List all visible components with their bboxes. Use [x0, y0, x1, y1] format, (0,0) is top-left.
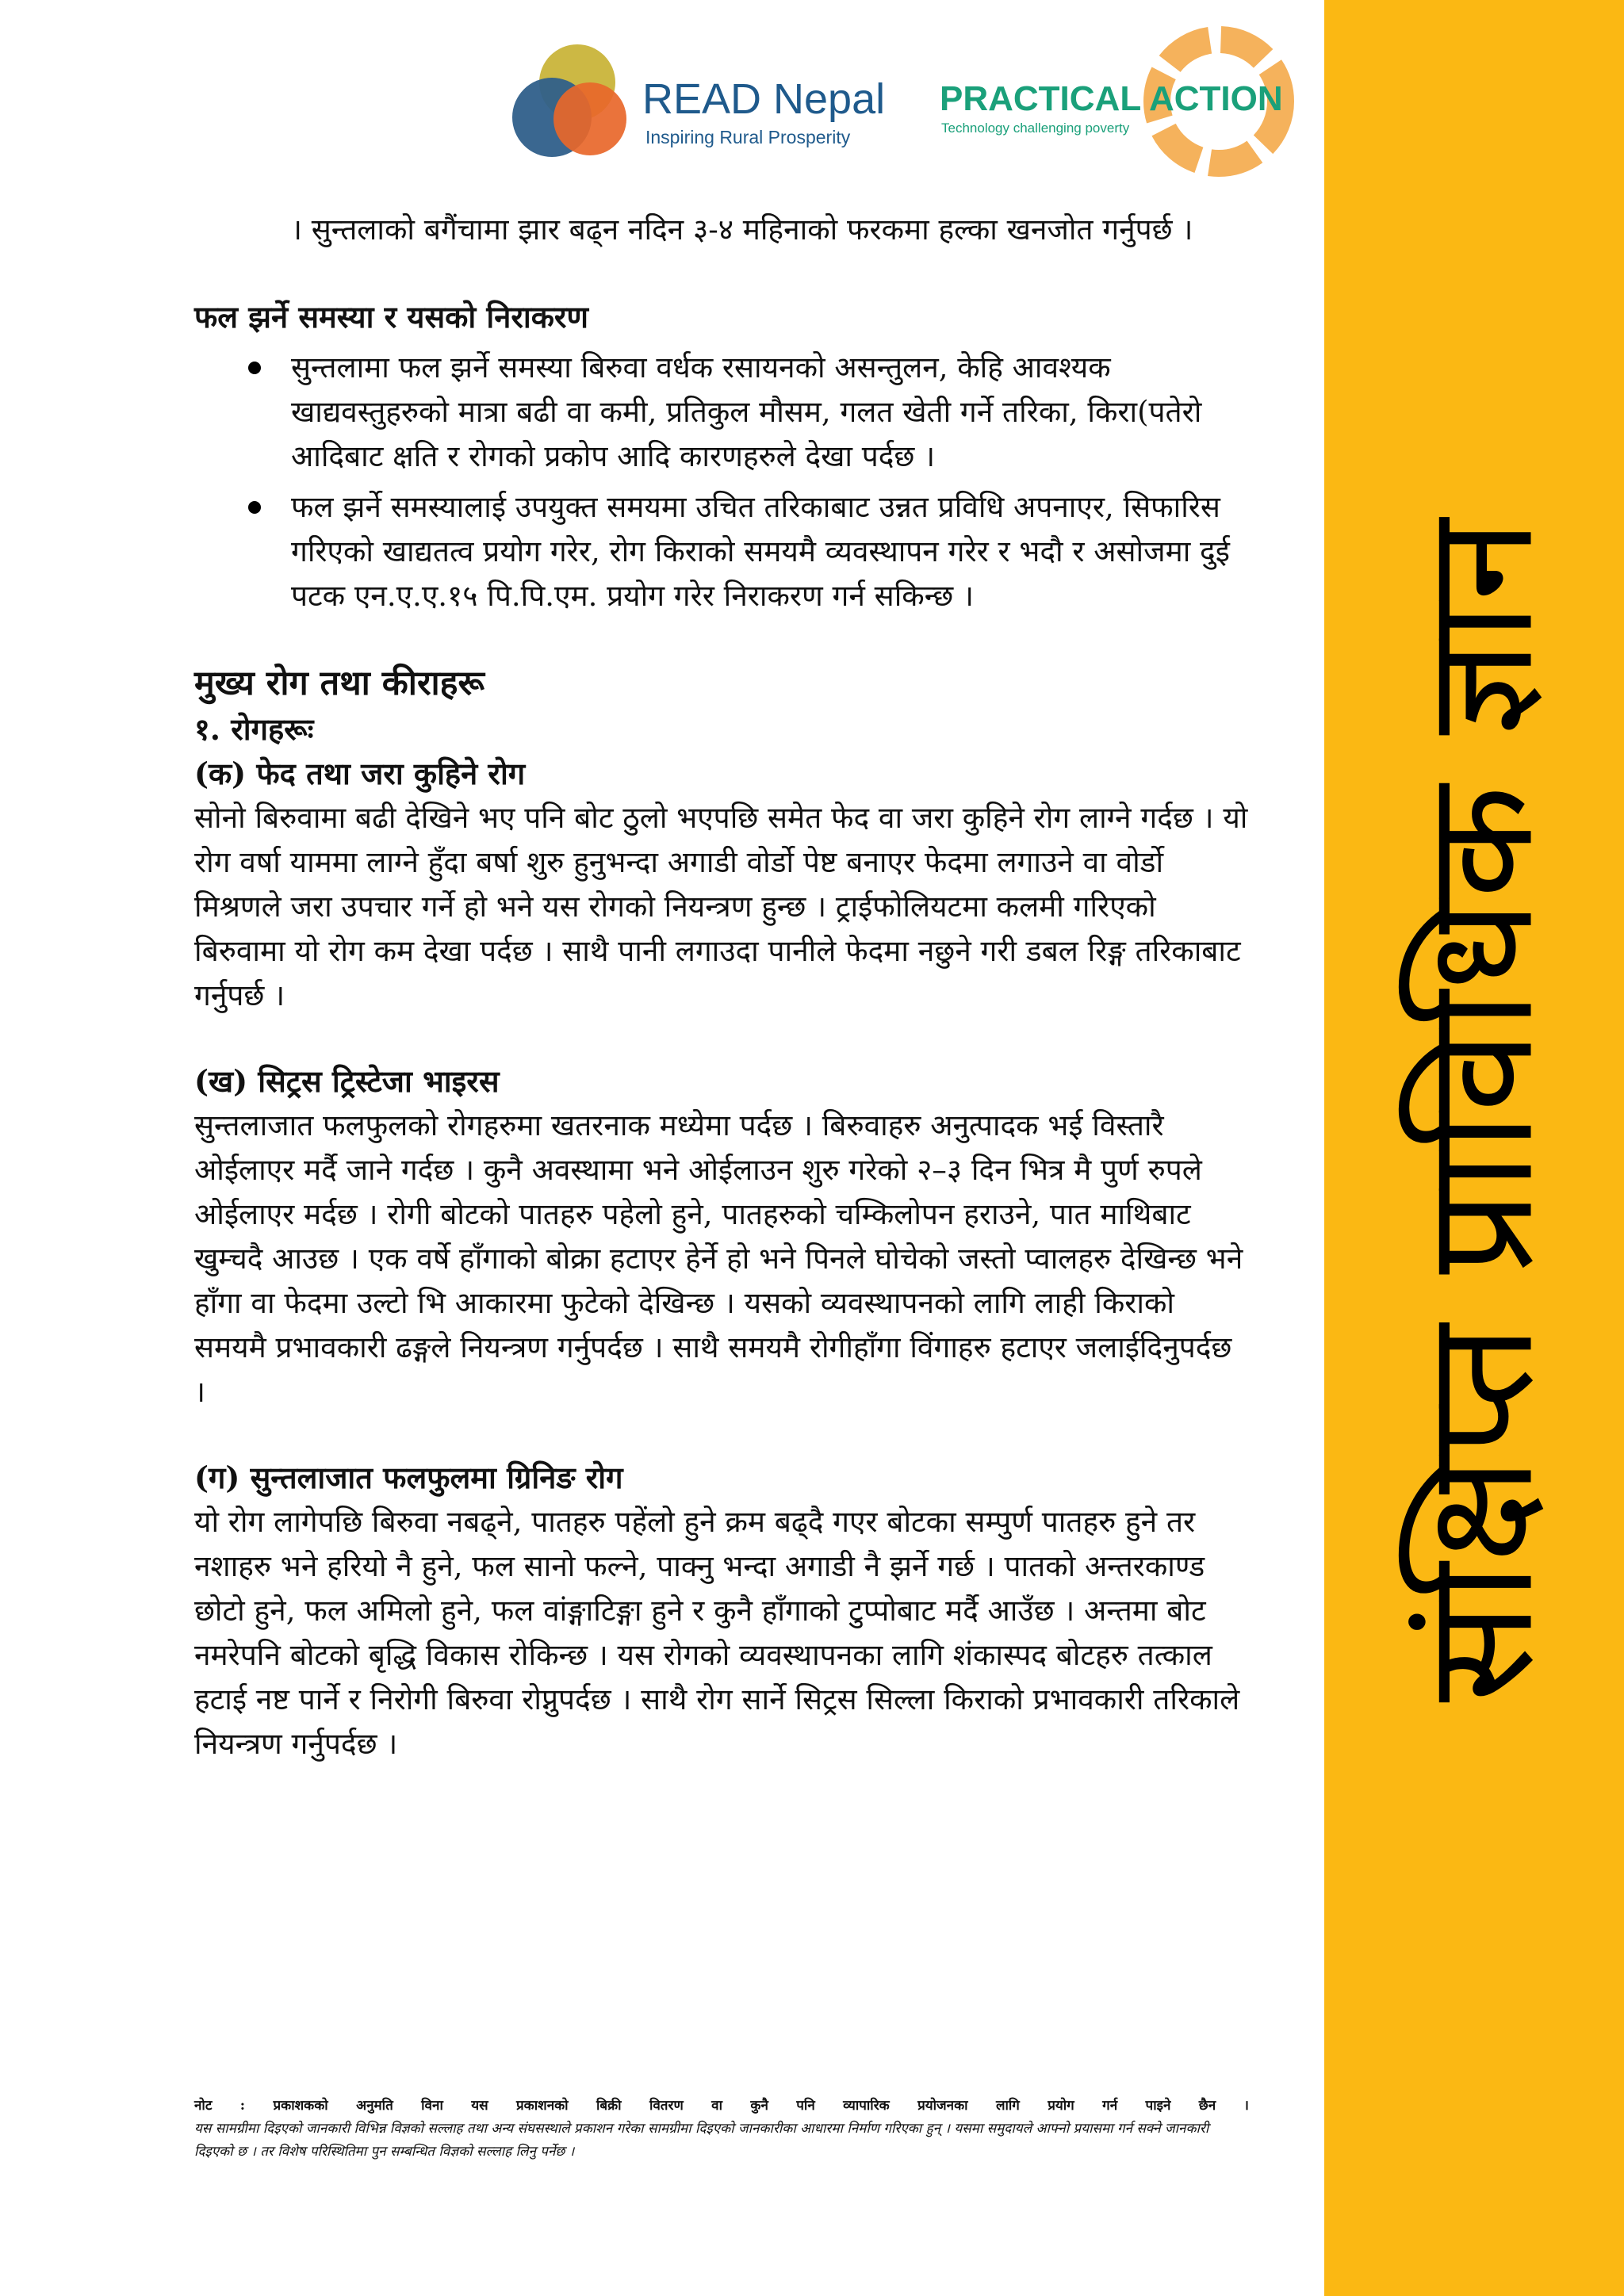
disease-body: सुन्तलाजात फलफुलको रोगहरुमा खतरनाक मध्येमा पर्दछ । बिरुवाहरु अनुत्पादक भई विस्तारै ओईलाएर मर्दै जाने गर्दछ । कुनै अवस्थामा भने ओईलाउन शुरु गरेको २–३ दिन भित्र मै पुर्ण रुपले ओईलाएर मर्दछ । रोगी बोटको पातहरु पहेलो हुने, पातहरुको चम्किलोपन हराउने, पात माथिबाट खुम्चदै आउछ । एक वर्षे हाँगाको बोक्रा हटाएर हेर्ने हो भने पिनले घोचेको जस्तो प्वालहरु देखिन्छ भने हाँगा वा फेदमा उल्टो भि आकारमा फुटेको देखिन्छ । यसको व्यवस्थापनको लागि लाही किराको समयमै प्रभावकारी ढङ्गले नियन्त्रण गर्नुपर्दछ । साथै समयमै रोगीहाँगा विंगाहरु हटाएर जलाईदिनुपर्दछ । — [194, 1108, 1243, 1409]
footer-note — [194, 2095, 1249, 2164]
disease-title: (ख) सिट्रस ट्रिस्टेजा भाइरस — [194, 1063, 500, 1099]
disease-title: (ग) सुन्तलाजात फलफुलमा ग्रिनिङ रोग — [194, 1460, 623, 1495]
bullet-text: सुन्तलामा फल झर्ने समस्या बिरुवा वर्धक रसायनको असन्तुलन, केहि आवश्यक खाद्यवस्तुहरुको मात्रा बढी वा कमी, प्रतिकुल मौसम, गलत खेती गर्ने तरिका, किरा(पतेरो आदिबाट क्षति र रोगको प्रकोप आदि कारणहरुले देखा पर्दछ । — [291, 350, 1202, 473]
read-nepal-circles-icon — [508, 41, 634, 160]
bullet-icon — [248, 501, 261, 514]
bullet-icon — [248, 362, 261, 374]
fruit-drop-list — [194, 346, 1249, 618]
intro-paragraph: । सुन्तलाको बगैंचामा झार बढ्न नदिन ३-४ महिनाको फरकमा हल्का खनजोत गर्नुपर्छ । — [291, 212, 1193, 247]
read-nepal-logo — [508, 41, 886, 168]
main-heading: मुख्य रोग तथा कीराहरू — [194, 664, 485, 703]
practical-action-tagline: Technology challenging poverty — [941, 121, 1130, 136]
disease-body: यो रोग लागेपछि बिरुवा नबढ्ने, पातहरु पहेंलो हुने क्रम बढ्दै गएर बोटका सम्पुर्ण पातहरु हुने तर नशाहरु भने हरियो नै हुने, फल सानो फल्ने, पाक्नु भन्दा अगाडी नै झर्ने गर्छ । पातको अन्तरकाण्ड छोटो हुने, फल अमिलो हुने, फल वांङ्गाटिङ्गा हुने र कुनै हाँगाको टुप्पोबाट मर्दै आउँछ । अन्तमा बोट नमरेपनि बोटको बृद्धि विकास रोकिन्छ । यस रोगको व्यवस्थापनका लागि शंकास्पद बोटहरु तत्काल हटाई नष्ट पार्ने र निरोगी बिरुवा रोप्नुपर्दछ । साथै रोग सार्ने सिट्रस सिल्ला किराको प्रभावकारी तरिकाले नियन्त्रण गर्नुपर्दछ । — [194, 1505, 1240, 1761]
fruit-drop-heading: फल झर्ने समस्या र यसको निराकरण — [194, 299, 588, 335]
sidebar-title: संक्षिप्त प्राविधिक ज्ञान — [1393, 517, 1566, 1703]
disease-title: (क) फेद तथा जरा कुहिने रोग — [194, 756, 526, 791]
disease-body: सोनो बिरुवामा बढी देखिने भए पनि बोट ठुलो भएपछि समेत फेद वा जरा कुहिने रोग लाग्ने गर्दछ । यो रोग वर्षा याममा लाग्ने हुँदा बर्षा शुरु हुनुभन्दा अगाडी वोर्डो पेष्ट बनाएर फेदमा लगाउने वा वोर्डो मिश्रणले जरा उपचार गर्ने हो भने यस रोगको नियन्त्रण हुन्छ । ट्राईफोलियटमा कलमी गरिएको बिरुवामा यो रोग कम देखा पर्दछ । साथै पानी लगाउदा पानीले फेदमा नछुने गरी डबल रिङ्ग तरिकाबाट गर्नुपर्छ । — [194, 801, 1248, 1012]
read-nepal-name: READ Nepal — [642, 75, 886, 123]
list-item — [194, 346, 1249, 479]
read-nepal-tagline: Inspiring Rural Prosperity — [645, 127, 851, 147]
bullet-text: फल झर्ने समस्यालाई उपयुक्त समयमा उचित तरिकाबाट उन्नत प्रविधि अपनाएर, सिफारिस गरिएको खाद्यतत्व प्रयोग गरेर, रोग किराको समयमै व्यवस्थापन गरेर र भदौ र असोजमा दुई पटक एन.ए.ए.१५ पि.पि.एम. प्रयोग गरेर निराकरण गर्न सकिन्छ । — [291, 490, 1230, 613]
practical-action-logo — [940, 22, 1297, 181]
diseases-heading: १. रोगहरूः — [194, 711, 314, 747]
note-line-2: यस सामग्रीमा दिइएको जानकारी विभिन्न विज्ञको सल्लाह तथा अन्य संघसस्थाले प्रकाशन गरेका सामग्रीमा दिइएको जानकारीका आधारमा निर्माण गरिएका हुन् । यसमा समुदायले आफ्नो प्रयासमा गर्न सक्ने जानकारी दिइएको छ । तर विशेष परिस्थितिमा पुन सम्बन्धित विज्ञको सल्लाह लिनु पर्नेछ । — [194, 2121, 1209, 2160]
main-content — [194, 208, 1249, 1766]
practical-action-name: PRACTICAL ACTION — [940, 79, 1283, 118]
note-line-1: नोट : प्रकाशकको अनुमति विना यस प्रकाशनको बिक्री वितरण वा कुनै पनि व्यापारिक प्रयोजनका लागि प्रयोग गर्न पाइने छैन । — [194, 2098, 1249, 2114]
list-item — [194, 485, 1249, 618]
